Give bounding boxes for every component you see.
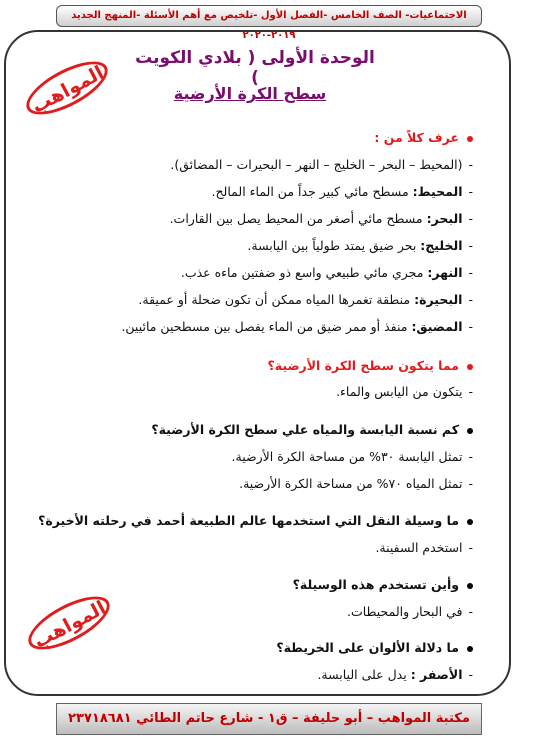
definition-river: -النهر: مجري مائي طبيعي واسع ذو ضفتين ماءه عذب. bbox=[180, 265, 473, 280]
header-banner: الاجتماعيات- الصف الخامس -الفصل الأول -تلخيص مع أهم الأسئلة -المنهج الجديد ٢٠١٩-٢٠٢٠ bbox=[56, 5, 482, 27]
bullet-icon bbox=[467, 519, 473, 525]
terms-list: -(المحيط – البحر – الخليج – النهر – البحيرات – المضائق). bbox=[170, 157, 473, 172]
bullet-icon bbox=[467, 136, 473, 142]
answer-composition: -يتكون من اليابس والماء. bbox=[336, 384, 473, 399]
answer-usage: -في البحار والمحيطات. bbox=[346, 604, 473, 619]
answer-transport: -استخدم السفينة. bbox=[375, 540, 473, 555]
definition-strait: -المضيق: منفذ أو ممر ضيق من الماء يفصل بين مسطحين مائيين. bbox=[121, 319, 473, 334]
question-usage: وأين تستخدم هذه الوسيلة؟ bbox=[293, 577, 473, 592]
bullet-icon bbox=[467, 364, 473, 370]
logo-stamp-top: المواهب bbox=[19, 51, 115, 125]
definition-sea: -البحر: مسطح مائي أصغر من المحيط يصل بين القارات. bbox=[169, 211, 473, 226]
question-ratio: كم نسبة اليابسة والمياه علي سطح الكرة الأرضية؟ bbox=[151, 422, 473, 437]
question-map-colors: ما دلالة الألوان على الخريطة؟ bbox=[276, 640, 473, 655]
question-define: عرف كلاً من : bbox=[374, 130, 473, 145]
answer-land-ratio: -تمثل اليابسة ٣٠% من مساحة الكرة الأرضية. bbox=[231, 449, 473, 464]
unit-title: الوحدة الأولى ( بلادي الكويت ) bbox=[135, 48, 375, 88]
question-transport: ما وسيلة النقل التي استخدمها عالم الطبيعة أحمد في رحلته الأخيرة؟ bbox=[38, 513, 473, 528]
bullet-icon bbox=[467, 428, 473, 434]
answer-yellow: -الأصفر : يدل على اليابسة. bbox=[317, 667, 473, 682]
lesson-title: سطح الكرة الأرضية bbox=[173, 84, 327, 103]
definition-lake: -البحيرة: منطقة تغمرها المياه ممكن أن تكون ضحلة أو عميقة. bbox=[138, 292, 473, 307]
bullet-icon bbox=[467, 646, 473, 652]
definition-ocean: -المحيط: مسطح مائي كبير جداً من الماء المالح. bbox=[211, 184, 473, 199]
definition-gulf: -الخليج: بحر ضيق يمتد طولياً بين اليابسة. bbox=[247, 238, 473, 253]
question-composition: مما يتكون سطح الكرة الأرضية؟ bbox=[268, 358, 473, 373]
footer-banner: مكتبة المواهب – أبو حليفة – ق١ - شارع حاتم الطائي ٢٣٧١٨٦٨١ bbox=[56, 703, 482, 735]
logo-stamp-bottom: المواهب bbox=[21, 586, 117, 660]
answer-water-ratio: -تمثل المياه ٧٠% من مساحة الكرة الأرضية. bbox=[239, 476, 473, 491]
bullet-icon bbox=[467, 583, 473, 589]
